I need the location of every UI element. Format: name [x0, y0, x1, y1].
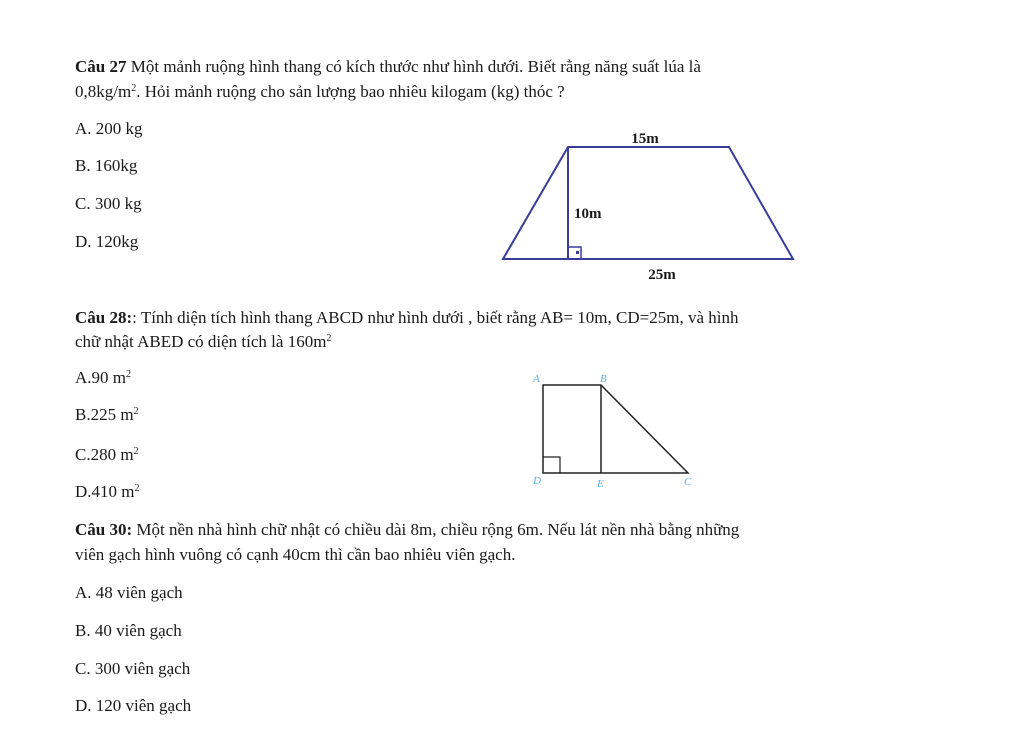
q27-height-label: 10m	[574, 206, 602, 222]
q27-option-b: B. 160kg	[75, 156, 138, 175]
q27-text-2a: 0,8kg/m	[75, 82, 132, 101]
q28-option-b-sup: 2	[133, 406, 139, 417]
q27-top-label: 15m	[631, 131, 659, 147]
q28-option-d-sup: 2	[134, 483, 140, 494]
q27-trapezoid	[503, 147, 793, 259]
q28-vertex-d: D	[533, 475, 541, 487]
q30-option-c: C. 300 viên gạch	[75, 659, 191, 678]
q27-right-angle-dot	[576, 251, 579, 254]
q28-text-2-sup: 2	[326, 333, 332, 344]
q27-right-angle-mark	[568, 247, 581, 259]
q28-vertex-c: C	[684, 476, 692, 488]
q28-option-c-sup: 2	[133, 446, 139, 457]
q28-vertex-b: B	[600, 373, 607, 385]
q30-label: Câu 30:	[75, 520, 133, 539]
q28-option-a-sup: 2	[126, 369, 131, 380]
q27-label: Câu 27	[75, 57, 127, 76]
q27-option-a: A. 200 kg	[75, 119, 143, 138]
q28-trapezoid	[543, 385, 688, 473]
q30-option-d: D. 120 viên gạch	[75, 696, 192, 715]
q28-vertex-a: A	[533, 373, 540, 385]
q27-text-2b: . Hỏi mảnh ruộng cho sản lượng bao nhiêu kilogam (kg) thóc ?	[136, 82, 565, 101]
q27-option-c: C. 300 kg	[75, 194, 142, 213]
q27-option-d: D. 120kg	[75, 232, 139, 251]
q28-option-d-text: D.410 m	[75, 482, 135, 501]
q27-bottom-label: 25m	[648, 267, 676, 283]
q28-option-b-text: B.225 m	[75, 405, 134, 424]
q27-text-2-sup: 2	[131, 83, 137, 94]
q28-trapezoid-figure	[532, 373, 692, 490]
q28-option-a-text: A.90 m	[75, 368, 126, 387]
q30-option-b: B. 40 viên gạch	[75, 621, 182, 640]
q28-right-angle-mark	[543, 457, 560, 473]
q27-trapezoid-figure	[503, 131, 793, 283]
q30-option-a: A. 48 viên gạch	[75, 583, 183, 602]
q30-text-1: Một nền nhà hình chữ nhật có chiều dài 8m, chiều rộng 6m. Nếu lát nền nhà bằng những	[132, 520, 740, 539]
q28-text-2a: chữ nhật ABED có diện tích là 160m	[75, 332, 327, 351]
q28-option-c-text: C.280 m	[75, 445, 134, 464]
q28-text-1: : Tính diện tích hình thang ABCD như hình dưới , biết rằng AB= 10m, CD=25m, và hình	[132, 308, 739, 327]
q27-text-1: Một mảnh ruộng hình thang có kích thước như hình dưới. Biết rằng năng suất lúa là	[126, 57, 701, 76]
q28-label: Câu 28:	[75, 308, 133, 327]
q30-line-2: viên gạch hình vuông có cạnh 40cm thì cần bao nhiêu viên gạch.	[75, 545, 516, 564]
q28-vertex-e: E	[597, 478, 604, 490]
